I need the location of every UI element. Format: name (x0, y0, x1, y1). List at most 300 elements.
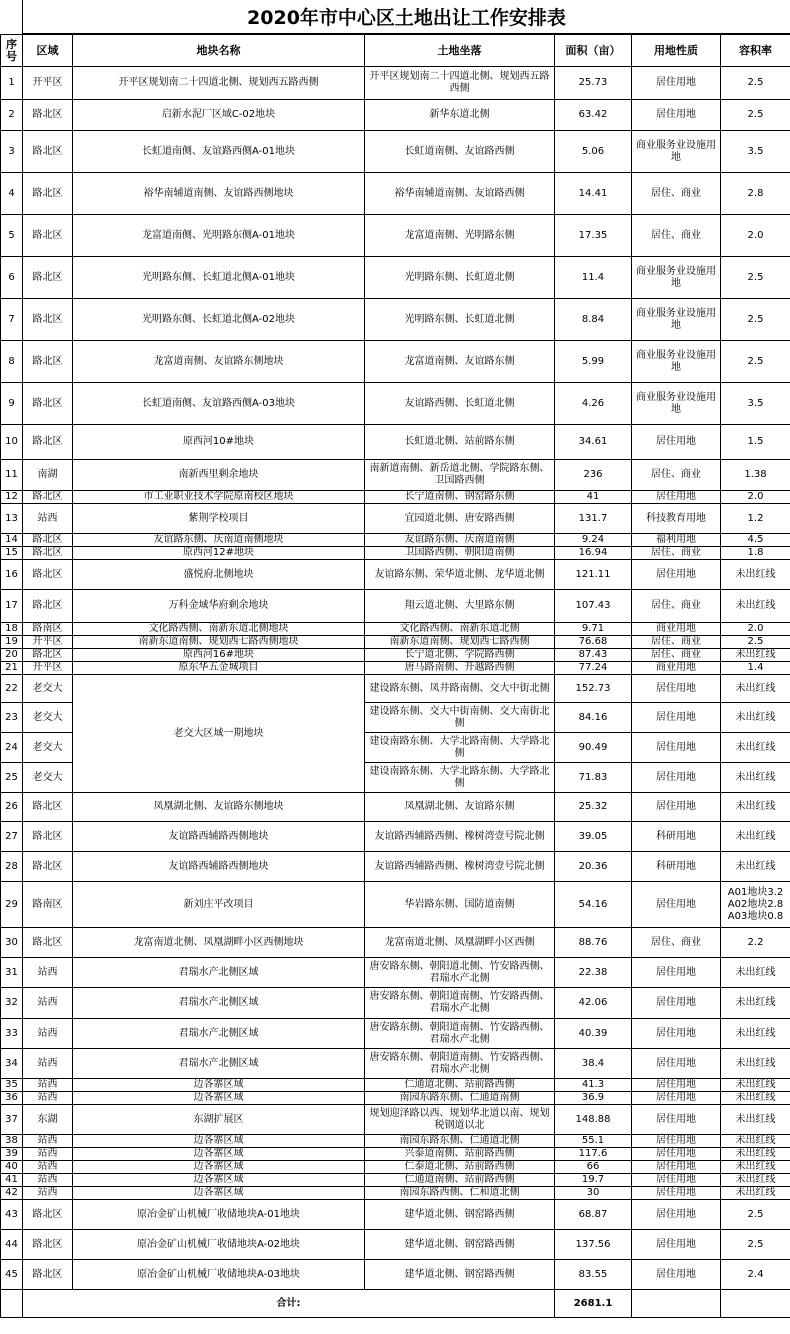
row-land-use: 居住、商业 (632, 173, 721, 215)
row-no: 18 (1, 623, 23, 636)
row-location: 南园东路西侧、仁和道北侧 (365, 1187, 555, 1200)
row-location: 建设南路东侧、大学北路东侧、大学路北侧 (365, 763, 555, 793)
row-location: 华岩路东侧、国防道南侧 (365, 882, 555, 928)
row-far: 未出红线 (721, 1135, 790, 1148)
row-location: 龙富道南侧、友谊路东侧 (365, 341, 555, 383)
row-far: 未出红线 (721, 1019, 790, 1049)
row-parcel-name: 光明路东侧、长虹道北侧A-02地块 (73, 299, 365, 341)
row-far: 1.4 (721, 662, 790, 675)
row-land-use: 居住、商业 (632, 636, 721, 649)
row-parcel-name: 开平区规划南二十四道北侧、规划西五路西侧 (73, 67, 365, 100)
row-far: 2.0 (721, 623, 790, 636)
row-location: 凤凰湖北侧、友谊路东侧 (365, 793, 555, 822)
page-title: 2020年市中心区土地出让工作安排表 (22, 0, 790, 34)
row-area: 5.99 (555, 341, 632, 383)
row-district: 站西 (23, 1049, 73, 1079)
row-far: 2.2 (721, 928, 790, 958)
table-row (1, 649, 790, 662)
row-district: 站西 (23, 504, 73, 534)
row-parcel-name: 友谊路西辅路西侧地块 (73, 852, 365, 882)
table-row (1, 1187, 790, 1200)
row-land-use: 居住用地 (632, 1230, 721, 1260)
table-row (1, 257, 790, 299)
row-land-use: 居住用地 (632, 1260, 721, 1290)
row-no: 42 (1, 1187, 23, 1200)
row-parcel-name: 边各寨区域 (73, 1148, 365, 1161)
row-land-use: 居住用地 (632, 1174, 721, 1187)
row-land-use: 居住用地 (632, 733, 721, 763)
row-area: 77.24 (555, 662, 632, 675)
row-far: 未出红线 (721, 988, 790, 1019)
row-far: 未出红线 (721, 1187, 790, 1200)
row-no: 12 (1, 491, 23, 504)
row-district: 南湖 (23, 460, 73, 491)
row-land-use: 居住、商业 (632, 547, 721, 560)
row-land-use: 居住用地 (632, 1200, 721, 1230)
row-land-use: 居住用地 (632, 100, 721, 131)
table-row (1, 560, 790, 590)
row-no: 39 (1, 1148, 23, 1161)
row-land-use: 福利用地 (632, 534, 721, 547)
row-no: 32 (1, 988, 23, 1019)
row-district: 路北区 (23, 341, 73, 383)
row-district: 路北区 (23, 590, 73, 623)
row-location: 仁通道南侧、站前路西侧 (365, 1174, 555, 1187)
row-land-use: 居住用地 (632, 1187, 721, 1200)
row-area: 34.61 (555, 425, 632, 460)
row-parcel-name: 边各寨区域 (73, 1187, 365, 1200)
row-parcel-name: 万科金域华府剩余地块 (73, 590, 365, 623)
row-district: 路北区 (23, 100, 73, 131)
row-no: 19 (1, 636, 23, 649)
row-district: 路北区 (23, 299, 73, 341)
row-location: 友谊路东侧、庆南道南侧 (365, 534, 555, 547)
row-area: 9.71 (555, 623, 632, 636)
table-row (1, 299, 790, 341)
table-row (1, 491, 790, 504)
row-no: 24 (1, 733, 23, 763)
row-area: 131.7 (555, 504, 632, 534)
row-parcel-name: 裕华南辅道南侧、友谊路西侧地块 (73, 173, 365, 215)
row-no: 38 (1, 1135, 23, 1148)
row-location: 建设南路东侧、大学北路南侧、大学路北侧 (365, 733, 555, 763)
row-area: 83.55 (555, 1260, 632, 1290)
table-row (1, 623, 790, 636)
row-location: 南园东路东侧、仁通道北侧 (365, 1135, 555, 1148)
row-far: 2.0 (721, 491, 790, 504)
table-row (1, 460, 790, 491)
row-district: 站西 (23, 1148, 73, 1161)
row-parcel-name: 君瑞水产北侧区域 (73, 1019, 365, 1049)
row-land-use: 居住、商业 (632, 590, 721, 623)
row-parcel-name: 东湖扩展区 (73, 1105, 365, 1135)
row-area: 16.94 (555, 547, 632, 560)
row-district: 路北区 (23, 852, 73, 882)
row-far: 未出红线 (721, 703, 790, 733)
row-location: 文化路西侧、南新东道北侧 (365, 623, 555, 636)
row-parcel-name: 南新东道南侧、规划西七路西侧地块 (73, 636, 365, 649)
table-row (1, 675, 790, 703)
row-parcel-name: 凤凰湖北侧、友谊路东侧地块 (73, 793, 365, 822)
row-district: 站西 (23, 958, 73, 988)
row-no: 10 (1, 425, 23, 460)
row-location: 建设路东侧、交大中街南侧、交大南街北侧 (365, 703, 555, 733)
row-land-use: 居住用地 (632, 958, 721, 988)
row-no: 29 (1, 882, 23, 928)
col-header-use: 用地性质 (632, 35, 721, 67)
row-parcel-name: 盛悦府北侧地块 (73, 560, 365, 590)
row-no: 2 (1, 100, 23, 131)
row-location: 建设路东侧、凤井路南侧、交大中街北侧 (365, 675, 555, 703)
table-row (1, 958, 790, 988)
table-row (1, 1019, 790, 1049)
row-no: 31 (1, 958, 23, 988)
row-far: 未出红线 (721, 1105, 790, 1135)
row-far: 未出红线 (721, 560, 790, 590)
row-district: 路北区 (23, 383, 73, 425)
row-location: 兴泰道南侧、站前路西侧 (365, 1148, 555, 1161)
row-district: 开平区 (23, 67, 73, 100)
row-district: 站西 (23, 1161, 73, 1174)
row-area: 90.49 (555, 733, 632, 763)
row-no: 20 (1, 649, 23, 662)
row-district: 路北区 (23, 425, 73, 460)
total-blank-no (1, 1290, 23, 1318)
row-area: 38.4 (555, 1049, 632, 1079)
row-no: 15 (1, 547, 23, 560)
row-location: 唐安路东侧、朝阳道北侧、竹安路西侧、君瑞水产北侧 (365, 958, 555, 988)
row-far: 1.5 (721, 425, 790, 460)
table-header-row (1, 35, 790, 67)
col-header-name: 地块名称 (73, 35, 365, 67)
row-parcel-name: 龙富南道北侧、凤凰湖畔小区西侧地块 (73, 928, 365, 958)
row-district: 路北区 (23, 928, 73, 958)
row-area: 117.6 (555, 1148, 632, 1161)
row-area: 17.35 (555, 215, 632, 257)
row-location: 开平区规划南二十四道北侧、规划西五路西侧 (365, 67, 555, 100)
row-area: 8.84 (555, 299, 632, 341)
row-district: 路北区 (23, 534, 73, 547)
row-no: 35 (1, 1079, 23, 1092)
row-far: 未出红线 (721, 958, 790, 988)
row-district: 路北区 (23, 491, 73, 504)
row-parcel-name: 边各寨区域 (73, 1079, 365, 1092)
row-no: 30 (1, 928, 23, 958)
row-no: 36 (1, 1092, 23, 1105)
row-far: 4.5 (721, 534, 790, 547)
row-parcel-name: 君瑞水产北侧区域 (73, 1049, 365, 1079)
row-area: 87.43 (555, 649, 632, 662)
row-no: 27 (1, 822, 23, 852)
row-area: 20.36 (555, 852, 632, 882)
table-row (1, 547, 790, 560)
row-far: 2.5 (721, 299, 790, 341)
row-area: 25.73 (555, 67, 632, 100)
row-district: 路北区 (23, 131, 73, 173)
row-parcel-name: 紫荆学校项目 (73, 504, 365, 534)
total-blank-use (632, 1290, 721, 1318)
row-no: 13 (1, 504, 23, 534)
row-location: 仁通道北侧、站前路西侧 (365, 1079, 555, 1092)
row-far: 未出红线 (721, 763, 790, 793)
row-land-use: 居住用地 (632, 1148, 721, 1161)
row-no: 16 (1, 560, 23, 590)
row-parcel-name: 长虹道南侧、友谊路西侧A-03地块 (73, 383, 365, 425)
table-row (1, 425, 790, 460)
row-land-use: 商业服务业设施用地 (632, 383, 721, 425)
row-land-use: 商业服务业设施用地 (632, 131, 721, 173)
row-no: 14 (1, 534, 23, 547)
row-land-use: 居住用地 (632, 67, 721, 100)
row-area: 19.7 (555, 1174, 632, 1187)
row-no: 45 (1, 1260, 23, 1290)
row-area: 22.38 (555, 958, 632, 988)
row-parcel-name: 原冶金矿山机械厂收储地块A-03地块 (73, 1260, 365, 1290)
row-district: 路北区 (23, 649, 73, 662)
row-location: 光明路东侧、长虹道北侧 (365, 257, 555, 299)
row-district: 路南区 (23, 623, 73, 636)
row-far: 1.2 (721, 504, 790, 534)
total-blank-far (721, 1290, 790, 1318)
row-parcel-name: 君瑞水产北侧区域 (73, 988, 365, 1019)
row-far: 未出红线 (721, 1148, 790, 1161)
row-district: 站西 (23, 1187, 73, 1200)
row-far: 未出红线 (721, 1079, 790, 1092)
row-no: 5 (1, 215, 23, 257)
row-parcel-name: 原西河12#地块 (73, 547, 365, 560)
row-area: 36.9 (555, 1092, 632, 1105)
row-far: 1.38 (721, 460, 790, 491)
row-no: 43 (1, 1200, 23, 1230)
row-land-use: 居住用地 (632, 1135, 721, 1148)
row-area: 63.42 (555, 100, 632, 131)
row-parcel-name: 边各寨区域 (73, 1135, 365, 1148)
row-land-use: 居住用地 (632, 491, 721, 504)
row-district: 路北区 (23, 173, 73, 215)
row-area: 54.16 (555, 882, 632, 928)
row-area: 88.76 (555, 928, 632, 958)
table-row (1, 793, 790, 822)
row-location: 建华道北侧、钢窑路西侧 (365, 1200, 555, 1230)
row-parcel-name: 市工业职业技术学院原南校区地块 (73, 491, 365, 504)
table-row (1, 383, 790, 425)
table-row (1, 928, 790, 958)
row-far: 1.8 (721, 547, 790, 560)
row-area: 14.41 (555, 173, 632, 215)
row-land-use: 商业用地 (632, 662, 721, 675)
table-row (1, 504, 790, 534)
row-no: 44 (1, 1230, 23, 1260)
table-row (1, 988, 790, 1019)
row-area: 41.3 (555, 1079, 632, 1092)
row-district: 路北区 (23, 560, 73, 590)
row-far: 2.5 (721, 67, 790, 100)
row-district: 路北区 (23, 793, 73, 822)
row-land-use: 科研用地 (632, 852, 721, 882)
row-area: 40.39 (555, 1019, 632, 1049)
table-row (1, 173, 790, 215)
table-row (1, 1161, 790, 1174)
row-no: 9 (1, 383, 23, 425)
row-parcel-name: 光明路东侧、长虹道北侧A-01地块 (73, 257, 365, 299)
row-district: 老交大 (23, 763, 73, 793)
table-row (1, 882, 790, 928)
row-district: 路北区 (23, 257, 73, 299)
row-no: 41 (1, 1174, 23, 1187)
table-row (1, 1092, 790, 1105)
row-no: 22 (1, 675, 23, 703)
row-no: 33 (1, 1019, 23, 1049)
row-district: 老交大 (23, 733, 73, 763)
col-header-location: 土地坐落 (365, 35, 555, 67)
table-row (1, 215, 790, 257)
row-location: 南园东路东侧、仁通道南侧 (365, 1092, 555, 1105)
row-area: 30 (555, 1187, 632, 1200)
row-land-use: 居住用地 (632, 882, 721, 928)
table-row (1, 590, 790, 623)
row-land-use: 居住、商业 (632, 649, 721, 662)
row-district: 路北区 (23, 547, 73, 560)
row-no: 21 (1, 662, 23, 675)
row-district: 开平区 (23, 662, 73, 675)
row-location: 友谊路西辅路西侧、橡树湾壹号院北侧 (365, 852, 555, 882)
row-no: 40 (1, 1161, 23, 1174)
row-area: 148.88 (555, 1105, 632, 1135)
table-body (1, 67, 790, 1318)
row-land-use: 居住用地 (632, 793, 721, 822)
row-district: 站西 (23, 1174, 73, 1187)
row-far: 2.4 (721, 1260, 790, 1290)
row-location: 长虹道北侧、站前路东侧 (365, 425, 555, 460)
table-row (1, 534, 790, 547)
row-district: 站西 (23, 1079, 73, 1092)
row-far: 2.8 (721, 173, 790, 215)
row-location: 裕华南辅道南侧、友谊路西侧 (365, 173, 555, 215)
table-row (1, 1200, 790, 1230)
table-row (1, 1174, 790, 1187)
table-row (1, 341, 790, 383)
total-label: 合计: (23, 1290, 555, 1318)
row-land-use: 商业服务业设施用地 (632, 257, 721, 299)
row-district: 站西 (23, 1092, 73, 1105)
row-location: 仁泰道北侧、站前路西侧 (365, 1161, 555, 1174)
row-location: 友谊路西侧、长虹道北侧 (365, 383, 555, 425)
row-parcel-name: 新刘庄平改项目 (73, 882, 365, 928)
row-parcel-name: 原西河16#地块 (73, 649, 365, 662)
row-no: 25 (1, 763, 23, 793)
row-location: 唐安路东侧、朝阳道南侧、竹安路西侧、君瑞水产北侧 (365, 1049, 555, 1079)
row-area: 68.87 (555, 1200, 632, 1230)
row-location: 宜园道北侧、唐安路西侧 (365, 504, 555, 534)
row-area: 152.73 (555, 675, 632, 703)
table-row (1, 1105, 790, 1135)
row-parcel-name: 原冶金矿山机械厂收储地块A-01地块 (73, 1200, 365, 1230)
row-land-use: 科研用地 (632, 822, 721, 852)
row-land-use: 居住用地 (632, 675, 721, 703)
col-header-far: 容积率 (721, 35, 790, 67)
row-location: 唐马路南侧、开越路西侧 (365, 662, 555, 675)
row-no: 4 (1, 173, 23, 215)
row-far: 未出红线 (721, 1092, 790, 1105)
row-district: 站西 (23, 988, 73, 1019)
row-location: 长虹道南侧、友谊路西侧 (365, 131, 555, 173)
row-location: 友谊路东侧、荣华道北侧、龙华道北侧 (365, 560, 555, 590)
row-land-use: 商业用地 (632, 623, 721, 636)
row-land-use: 居住用地 (632, 425, 721, 460)
row-area: 76.68 (555, 636, 632, 649)
row-area: 25.32 (555, 793, 632, 822)
table-row (1, 1230, 790, 1260)
row-far: 未出红线 (721, 1161, 790, 1174)
row-location: 龙富南道北侧、凤凰湖畔小区西侧 (365, 928, 555, 958)
row-land-use: 居住用地 (632, 1161, 721, 1174)
row-area: 5.06 (555, 131, 632, 173)
row-far: 未出红线 (721, 1049, 790, 1079)
row-parcel-name: 边各寨区域 (73, 1174, 365, 1187)
row-no: 37 (1, 1105, 23, 1135)
row-land-use: 居住用地 (632, 1079, 721, 1092)
table-row (1, 1260, 790, 1290)
row-no: 7 (1, 299, 23, 341)
row-no: 8 (1, 341, 23, 383)
row-far: 3.5 (721, 131, 790, 173)
table-row (1, 100, 790, 131)
row-no: 1 (1, 67, 23, 100)
row-no: 26 (1, 793, 23, 822)
row-parcel-name: 友谊路西辅路西侧地块 (73, 822, 365, 852)
row-area: 107.43 (555, 590, 632, 623)
col-header-no: 序号 (1, 35, 23, 67)
row-land-use: 居住、商业 (632, 215, 721, 257)
col-header-area: 面积（亩） (555, 35, 632, 67)
row-district: 路南区 (23, 882, 73, 928)
row-area: 9.24 (555, 534, 632, 547)
row-area: 71.83 (555, 763, 632, 793)
row-area: 121.11 (555, 560, 632, 590)
table-row (1, 1148, 790, 1161)
row-no: 3 (1, 131, 23, 173)
total-row (1, 1290, 790, 1318)
row-location: 建华道北侧、钢窑路西侧 (365, 1260, 555, 1290)
table-row (1, 1135, 790, 1148)
row-parcel-name: 龙富道南侧、友谊路东侧地块 (73, 341, 365, 383)
row-location: 翔云道北侧、大里路东侧 (365, 590, 555, 623)
row-far: 未出红线 (721, 590, 790, 623)
col-header-district: 区域 (23, 35, 73, 67)
row-area: 11.4 (555, 257, 632, 299)
row-far: 未出红线 (721, 733, 790, 763)
row-far: A01地块3.2 A02地块2.8 A03地块0.8 (721, 882, 790, 928)
row-land-use: 居住、商业 (632, 928, 721, 958)
row-land-use: 居住用地 (632, 1105, 721, 1135)
row-location: 规划迎泽路以西、规划华北道以南、规划税钢道以北 (365, 1105, 555, 1135)
table-row (1, 1049, 790, 1079)
row-district: 站西 (23, 1019, 73, 1049)
row-area: 39.05 (555, 822, 632, 852)
row-location: 光明路东侧、长虹道北侧 (365, 299, 555, 341)
row-far: 2.5 (721, 636, 790, 649)
row-parcel-name: 南新西里剩余地块 (73, 460, 365, 491)
row-district: 老交大 (23, 703, 73, 733)
row-parcel-name: 老交大区域一期地块 (73, 675, 365, 793)
row-far: 未出红线 (721, 793, 790, 822)
row-far: 未出红线 (721, 852, 790, 882)
row-land-use: 居住用地 (632, 703, 721, 733)
row-parcel-name: 友谊路东侧、庆南道南侧地块 (73, 534, 365, 547)
row-district: 站西 (23, 1135, 73, 1148)
row-far: 2.5 (721, 100, 790, 131)
row-no: 6 (1, 257, 23, 299)
